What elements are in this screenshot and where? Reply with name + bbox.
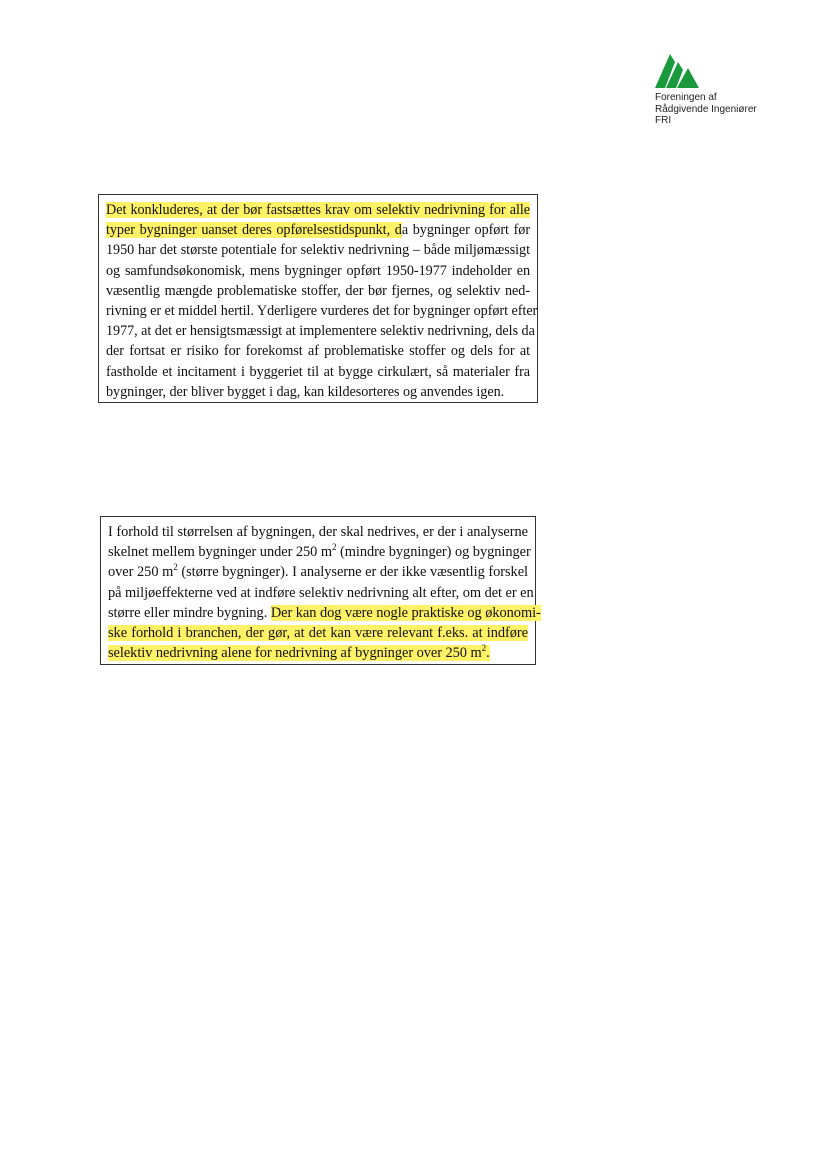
highlight: Det konkluderes, at der bør fastsættes krav om selektiv nedrivning for alle bbox=[106, 202, 530, 218]
excerpt1-line-6: rivning er et middel hertil. Yderligere vurderes det for bygninger opført efter bbox=[106, 303, 538, 320]
line-text: . bbox=[486, 645, 490, 662]
line-text: selektiv nedrivning alene for nedrivning af bygninger over 250 m bbox=[108, 645, 482, 662]
excerpt2-line-1: I forhold til størrelsen af bygningen, der skal nedrives, er der i analyserne bbox=[108, 524, 528, 540]
excerpt-box-building-size bbox=[100, 516, 541, 665]
excerpt2-line-4: på miljøeffekterne ved at indføre selektiv nedrivning alt efter, om det er en bbox=[108, 584, 534, 601]
line-text: a bygninger opført før bbox=[401, 222, 530, 239]
superscript: 2 bbox=[481, 643, 487, 654]
logo-line-3: FRI bbox=[655, 115, 672, 126]
line-text: skelnet mellem bygninger under 250 m bbox=[108, 544, 333, 561]
excerpt1-line-5: væsentlig mængde problematiske stoffer, der bør fjernes, og selektiv ned- bbox=[106, 282, 530, 299]
excerpt1-line-8: der fortsat er risiko for forekomst af problematiske stoffer og dels for at bbox=[106, 343, 530, 360]
excerpt-box-conclusion bbox=[98, 194, 538, 403]
excerpt1-line-2 bbox=[106, 220, 530, 240]
superscript: 2 bbox=[173, 562, 178, 573]
excerpt2-line-7 bbox=[108, 643, 528, 663]
highlight: ske forhold i branchen, der gør, at det kan være relevant f.eks. at indføre bbox=[108, 625, 528, 642]
highlight: Der kan dog være nogle praktiske og økonomi- bbox=[270, 604, 541, 621]
logo-text bbox=[655, 92, 755, 127]
line-text: over 250 m bbox=[108, 564, 174, 581]
excerpt2-line-2 bbox=[108, 542, 531, 562]
excerpt1-line-7: 1977, at det er hensigtsmæssigt at implementere selektiv nedrivning, dels da bbox=[106, 323, 535, 340]
excerpt2-line-6 bbox=[108, 623, 528, 643]
fri-logo-mark-icon bbox=[655, 52, 699, 88]
line-text: (mindre bygninger) og bygninger bbox=[336, 544, 531, 561]
excerpt1-line-3: 1950 har det største potentiale for selektiv nedrivning – både miljømæssigt bbox=[106, 242, 530, 259]
logo-line-2: Rådgivende Ingeniører bbox=[655, 103, 757, 115]
fri-logo bbox=[655, 52, 755, 127]
line-text: (større bygninger). I analyserne er der ikke væsentlig forskel bbox=[177, 564, 528, 581]
superscript: 2 bbox=[332, 542, 337, 553]
excerpt1-line-4: og samfundsøkonomisk, mens bygninger opført 1950-1977 indeholder en bbox=[106, 262, 530, 279]
excerpt2-line-3 bbox=[108, 562, 528, 582]
excerpt2-line-5 bbox=[108, 603, 541, 623]
highlight: typer bygninger uanset deres opførelsestidspunkt, d bbox=[106, 222, 402, 239]
logo-line-1: Foreningen af bbox=[655, 92, 717, 103]
excerpt1-line-9: fastholde et incitament i byggeriet til at bygge cirkulært, så materialer fra bbox=[106, 363, 530, 380]
line-text: større eller mindre bygning. bbox=[108, 604, 271, 621]
highlight bbox=[108, 645, 490, 661]
excerpt1-line-1 bbox=[106, 200, 530, 220]
excerpt1-line-10: bygninger, der bliver bygget i dag, kan kildesorteres og anvendes igen. bbox=[106, 383, 505, 400]
